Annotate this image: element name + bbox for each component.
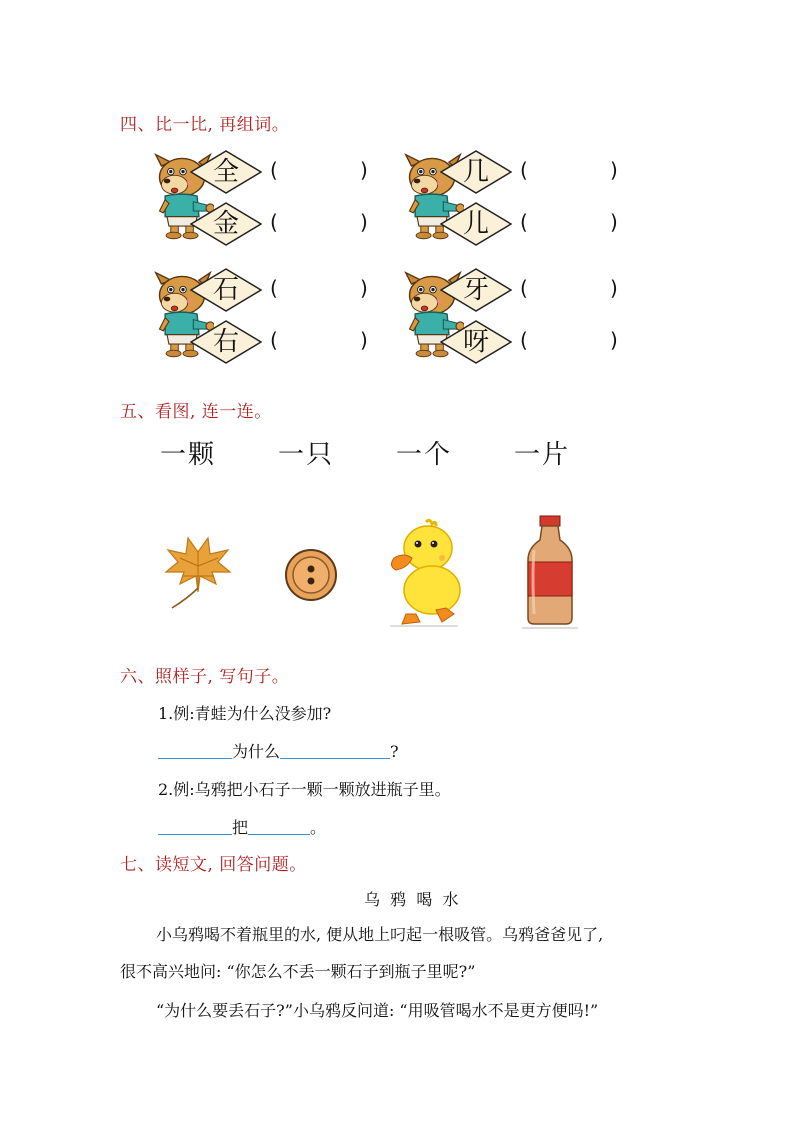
measure-word-2[interactable]: 一只 xyxy=(278,440,335,470)
character: 呀 xyxy=(462,327,489,357)
maple-leaf-icon[interactable] xyxy=(156,532,240,612)
section5-heading: 五、看图, 连一连。 xyxy=(120,402,272,422)
character-diamond xyxy=(190,150,262,194)
paren-close: ) xyxy=(360,276,368,300)
paren-close: ) xyxy=(610,210,618,234)
fill-blank[interactable] xyxy=(280,742,390,759)
bottle-icon[interactable] xyxy=(522,514,578,630)
character-diamond xyxy=(190,268,262,312)
passage-line: 很不高兴地问: “你怎么不丢一颗石子到瓶子里呢?” xyxy=(120,962,476,981)
character-diamond xyxy=(190,320,262,364)
character: 右 xyxy=(212,327,239,357)
paren-open: ( xyxy=(520,210,528,234)
paren-close: ) xyxy=(610,276,618,300)
fill-blank[interactable] xyxy=(158,742,232,759)
measure-word-1[interactable]: 一颗 xyxy=(160,440,217,470)
measure-word-3[interactable]: 一个 xyxy=(396,440,453,470)
compare-group-1 xyxy=(152,150,382,250)
character: 几 xyxy=(462,157,489,187)
paren-open: ( xyxy=(520,276,528,300)
compare-group-4 xyxy=(402,268,632,368)
character: 儿 xyxy=(462,209,489,239)
paren-close: ) xyxy=(360,158,368,182)
paren-open: ( xyxy=(270,158,278,182)
section4-heading: 四、比一比, 再组词。 xyxy=(120,115,290,135)
fill-sentence-2 xyxy=(158,815,326,838)
character: 牙 xyxy=(462,275,489,305)
paren-close: ) xyxy=(610,158,618,182)
fill-blank[interactable] xyxy=(158,818,232,835)
measure-word-4[interactable]: 一片 xyxy=(514,440,571,470)
compare-group-3 xyxy=(152,268,382,368)
character: 石 xyxy=(212,275,239,305)
character-diamond xyxy=(440,268,512,312)
duckling-icon[interactable] xyxy=(386,518,462,628)
paren-close: ) xyxy=(360,210,368,234)
example-1: 1.例:青蛙为什么没参加? xyxy=(158,704,332,723)
button-icon[interactable] xyxy=(284,548,338,602)
fill-sentence-1 xyxy=(158,739,399,762)
paren-close: ) xyxy=(610,328,618,352)
paren-close: ) xyxy=(360,328,368,352)
answer-field[interactable] xyxy=(284,160,356,184)
sentence-end: 。 xyxy=(310,818,327,837)
character-diamond xyxy=(440,320,512,364)
passage-line: “为什么要丢石子?”小乌鸦反问道: “用吸管喝水不是更方便吗!” xyxy=(156,1001,599,1020)
answer-field[interactable] xyxy=(284,278,356,302)
answer-field[interactable] xyxy=(534,160,606,184)
answer-field[interactable] xyxy=(534,278,606,302)
section7-heading: 七、读短文, 回答问题。 xyxy=(120,855,307,875)
character-diamond xyxy=(190,202,262,246)
passage-line: 小乌鸦喝不着瓶里的水, 便从地上叼起一根吸管。乌鸦爸爸见了, xyxy=(156,925,604,944)
answer-field[interactable] xyxy=(284,212,356,236)
paren-open: ( xyxy=(520,158,528,182)
paren-open: ( xyxy=(270,276,278,300)
character: 全 xyxy=(212,157,239,187)
fill-word: 为什么 xyxy=(232,742,281,761)
answer-field[interactable] xyxy=(534,330,606,354)
passage-title: 乌 鸦 喝 水 xyxy=(364,890,459,909)
fill-word: 把 xyxy=(232,818,249,837)
section6-heading: 六、照样子, 写句子。 xyxy=(120,667,290,687)
paren-open: ( xyxy=(270,210,278,234)
character-diamond xyxy=(440,150,512,194)
example-2: 2.例:乌鸦把小石子一颗一颗放进瓶子里。 xyxy=(158,780,451,799)
paren-open: ( xyxy=(520,328,528,352)
fill-blank[interactable] xyxy=(248,818,310,835)
paren-open: ( xyxy=(270,328,278,352)
compare-group-2 xyxy=(402,150,632,250)
character-diamond xyxy=(440,202,512,246)
character: 金 xyxy=(212,209,239,239)
answer-field[interactable] xyxy=(284,330,356,354)
sentence-end: ? xyxy=(390,742,399,761)
answer-field[interactable] xyxy=(534,212,606,236)
